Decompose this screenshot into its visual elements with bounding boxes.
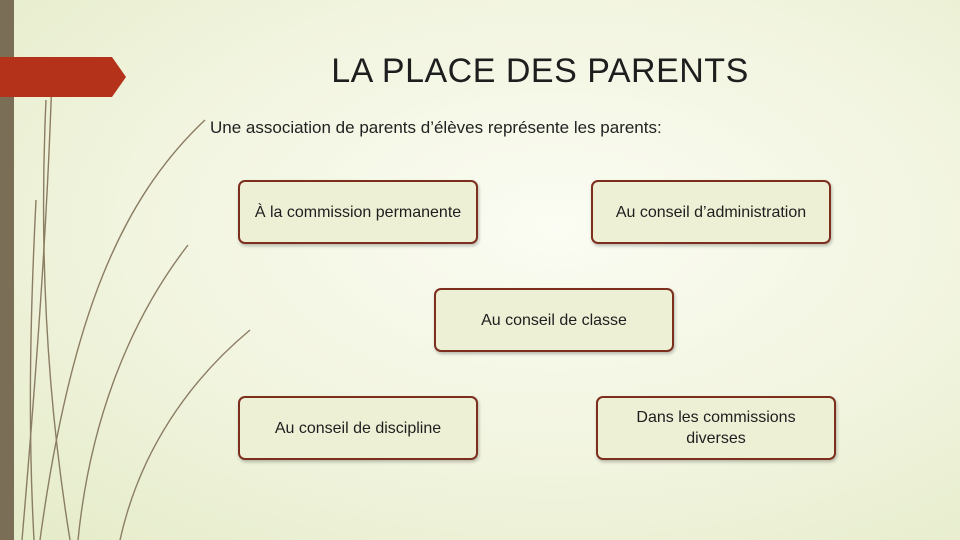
box-commission-permanente: À la commission permanente xyxy=(238,180,478,244)
slide-subtitle: Une association de parents d’élèves représente les parents: xyxy=(210,118,662,137)
title-accent-arrow xyxy=(0,57,126,97)
slide-title: LA PLACE DES PARENTS xyxy=(331,52,749,90)
box-commissions-diverses: Dans les commissions diverses xyxy=(596,396,836,460)
box-conseil-discipline: Au conseil de discipline xyxy=(238,396,478,460)
box-conseil-classe: Au conseil de classe xyxy=(434,288,674,352)
box-conseil-administration: Au conseil d’administration xyxy=(591,180,831,244)
